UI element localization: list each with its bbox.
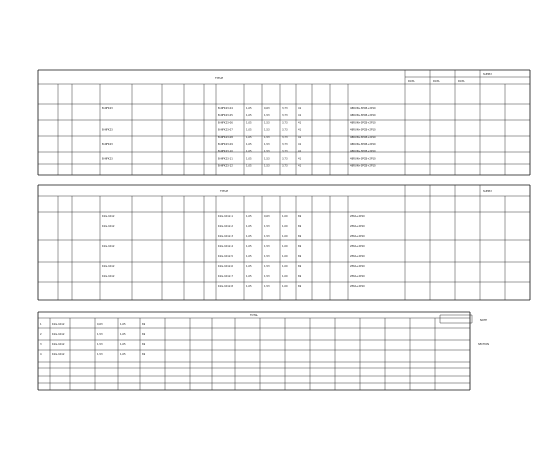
row-value: 1,53 — [264, 128, 270, 132]
row-value: 1,53 — [264, 135, 270, 139]
row-value: 1,05 — [246, 121, 252, 125]
row-value: 41 — [298, 128, 302, 132]
row-value: 69 — [298, 215, 302, 218]
row-value: 3,73 — [282, 121, 288, 125]
row-value: 1,05 — [246, 143, 252, 146]
row-value: 1,53 — [264, 255, 270, 258]
row-ref: K1G-1K12-1 — [218, 215, 233, 218]
row-mark: 48RUN+3PCB+2P10 — [350, 135, 376, 139]
row-code: K1G-1K12 — [52, 343, 65, 346]
row-value: 1,53 — [97, 343, 103, 346]
row-value: 3,73 — [282, 157, 288, 161]
row-value: 69 — [298, 235, 302, 238]
row-value: 1,05 — [246, 285, 252, 288]
row-value: 1,05 — [246, 107, 252, 110]
row-mark: 2P6A+2P10 — [350, 275, 365, 278]
row-index: 3 — [40, 343, 42, 346]
row-value: 41 — [298, 143, 302, 146]
row-value: 1,00 — [282, 215, 288, 218]
row-ref: K1G-1K12-4 — [218, 245, 233, 248]
row-mark: 2P6A+2P10 — [350, 215, 365, 218]
row-value: 1,05 — [246, 150, 252, 154]
row-code: K1G-1K12 — [102, 215, 115, 218]
row-ref: B-NFK23-05 — [218, 114, 233, 118]
row-mark: 2P6A+2P10 — [350, 285, 365, 288]
row-value: 41 — [298, 157, 302, 161]
row-value: 41 — [298, 107, 302, 110]
row-index: 1 — [40, 323, 42, 326]
svg-text:DATA: DATA — [433, 80, 440, 83]
row-value: 1,05 — [246, 164, 252, 168]
row-value: 69 — [298, 255, 302, 258]
row-code: K1G-1K12 — [52, 353, 65, 356]
row-value: 41 — [298, 121, 302, 125]
row-ref: B-NFK23-08 — [218, 135, 233, 139]
row-mark: 48RUN+3PCB+2P10 — [350, 114, 376, 118]
row-value: 41 — [298, 150, 302, 154]
row-value: 1,53 — [264, 150, 270, 154]
row-mark: 48RUN+3PCB+2P10 — [350, 143, 376, 146]
row-ref: K1G-1K12-2 — [218, 225, 233, 228]
row-mark: 2P6A+2P10 — [350, 245, 365, 248]
row-ref: B-NFK23-06 — [218, 121, 233, 125]
row-code: K1G-1K12 — [52, 333, 65, 336]
row-mark: 2P6A+2P10 — [350, 225, 365, 228]
row-ref: B-NFK23-09 — [218, 143, 233, 146]
row-value: 1,53 — [264, 164, 270, 168]
row-code: B-NFK23 — [102, 107, 113, 110]
row-value: 3,73 — [282, 135, 288, 139]
row-value: 3,73 — [282, 164, 288, 168]
row-value: 1,05 — [246, 255, 252, 258]
svg-text:TITLE: TITLE — [215, 76, 224, 80]
svg-text:DATA: DATA — [458, 80, 465, 83]
row-value: 1,05 — [246, 275, 252, 278]
row-value: 69 — [142, 353, 146, 356]
row-value: 1,53 — [264, 275, 270, 278]
row-code: B-NFK23 — [102, 157, 113, 161]
row-value: 1,53 — [264, 225, 270, 228]
row-value: 69 — [298, 225, 302, 228]
row-value: 1,05 — [246, 128, 252, 132]
row-code: K1G-1K12 — [52, 323, 65, 326]
row-value: 1,05 — [246, 225, 252, 228]
row-value: 1,53 — [264, 121, 270, 125]
row-value: 1,05 — [246, 235, 252, 238]
row-value: 3,73 — [282, 150, 288, 154]
row-value: 1,53 — [264, 143, 270, 146]
row-value: 41 — [298, 135, 302, 139]
row-code: K1G-1K12 — [102, 275, 115, 278]
row-value: 3,73 — [282, 114, 288, 118]
row-value: 1,53 — [264, 245, 270, 248]
row-value: 1,05 — [246, 135, 252, 139]
svg-text:SECTION: SECTION — [478, 343, 490, 346]
side-note — [440, 315, 489, 346]
upper-table — [38, 70, 530, 175]
row-index: 4 — [40, 353, 42, 356]
row-value: 69 — [298, 275, 302, 278]
row-value: 1,05 — [246, 157, 252, 161]
row-value: 3,73 — [282, 128, 288, 132]
row-value: 69 — [298, 265, 302, 268]
lower-table — [38, 312, 470, 390]
row-value: 41 — [298, 114, 302, 118]
row-value: 1,53 — [264, 265, 270, 268]
row-value: 1,00 — [282, 265, 288, 268]
svg-text:SUPPLY: SUPPLY — [483, 73, 493, 76]
row-value: 1,05 — [120, 343, 126, 346]
row-mark: 48RUN+3PCB+2P10 — [350, 157, 376, 161]
row-code: K1G-1K12 — [102, 245, 115, 248]
row-mark: 48RUN+3PCB+2P10 — [350, 121, 376, 125]
row-value: 41 — [298, 164, 302, 168]
row-mark: 2P6A+2P10 — [350, 235, 365, 238]
row-index: 2 — [40, 333, 42, 336]
row-value: 69 — [142, 323, 146, 326]
row-value: 1,05 — [246, 265, 252, 268]
svg-text:SUPPLY: SUPPLY — [483, 190, 493, 193]
row-value: 1,05 — [120, 333, 126, 336]
row-code: K1G-1K12 — [102, 225, 115, 228]
row-ref: K1G-1K12-8 — [218, 285, 233, 288]
row-value: 69 — [142, 333, 146, 336]
row-ref: B-NFK23-10 — [218, 150, 233, 154]
svg-text:DATA: DATA — [408, 80, 415, 83]
row-ref: B-NFK23-11 — [218, 157, 233, 161]
row-ref: B-NFK23-07 — [218, 128, 233, 132]
row-value: 1,53 — [264, 235, 270, 238]
row-code: K1G-1K12 — [102, 265, 115, 268]
row-value: 1,00 — [282, 245, 288, 248]
row-value: 1,53 — [264, 285, 270, 288]
row-ref: K1G-1K12-5 — [218, 255, 233, 258]
row-code: B-NFK23 — [102, 143, 113, 146]
row-value: 1,53 — [264, 157, 270, 161]
row-value: 0,63 — [264, 215, 270, 218]
row-mark: 48RUN+3PCB+2P10 — [350, 150, 376, 154]
row-mark: 2P6A+2P10 — [350, 255, 365, 258]
svg-text:TITLE: TITLE — [220, 189, 229, 193]
row-ref: B-NFK23-04 — [218, 107, 233, 110]
row-ref: K1G-1K12-7 — [218, 275, 233, 278]
row-value: 1,05 — [120, 323, 126, 326]
row-value: 1,00 — [282, 275, 288, 278]
svg-text:NOTE: NOTE — [480, 319, 487, 322]
row-value: 69 — [142, 343, 146, 346]
row-value: 1,53 — [264, 114, 270, 118]
row-ref: K1G-1K12-3 — [218, 235, 233, 238]
row-value: 3,73 — [282, 107, 288, 110]
row-value: 1,05 — [246, 114, 252, 118]
row-mark: 48RUN+3PCB+2P10 — [350, 128, 376, 132]
row-value: 1,53 — [97, 353, 103, 356]
row-value: 69 — [298, 245, 302, 248]
row-value: 1,53 — [97, 333, 103, 336]
row-value: 1,05 — [120, 353, 126, 356]
row-mark: 48RUN+3PCB+2P10 — [350, 164, 376, 168]
row-value: 1,05 — [246, 245, 252, 248]
row-value: 1,00 — [282, 225, 288, 228]
row-value: 1,00 — [282, 255, 288, 258]
row-value: 0,63 — [97, 323, 103, 326]
row-value: 1,05 — [246, 215, 252, 218]
svg-text:TOTAL: TOTAL — [250, 314, 258, 317]
row-value: 69 — [298, 285, 302, 288]
row-ref: B-NFK23-12 — [218, 164, 233, 168]
row-ref: K1G-1K12-6 — [218, 265, 233, 268]
row-code: B-NFK23 — [102, 128, 113, 132]
middle-table — [38, 185, 530, 300]
row-value: 1,00 — [282, 285, 288, 288]
row-value: 3,73 — [282, 143, 288, 146]
row-mark: 2P6A+2P10 — [350, 265, 365, 268]
row-value: 0,63 — [264, 107, 270, 110]
row-mark: 48RUN+3PCB+2P10 — [350, 107, 376, 110]
row-value: 1,00 — [282, 235, 288, 238]
